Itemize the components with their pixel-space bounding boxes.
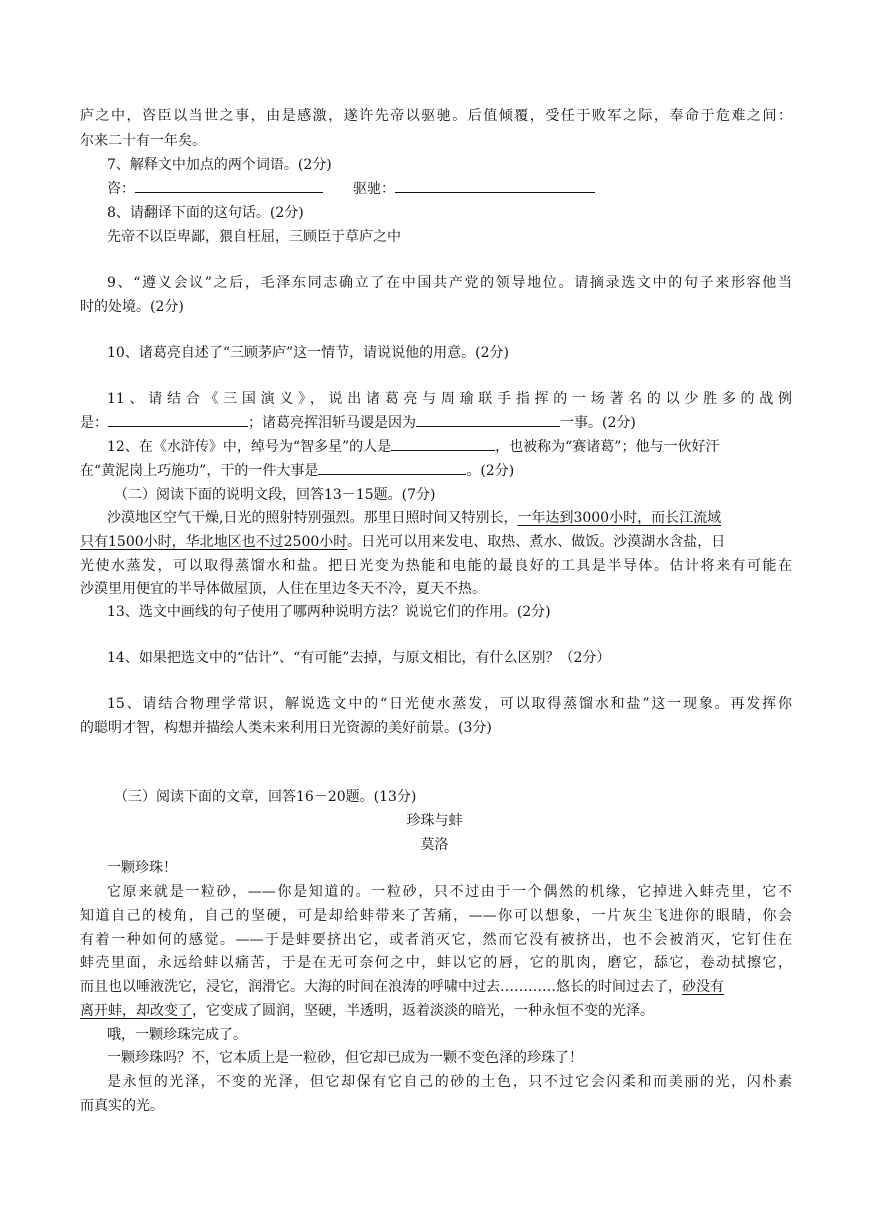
- article-paragraph-line: [80, 976, 724, 998]
- article-title: 珍珠与蚌: [406, 813, 463, 829]
- article-paragraph-line: 它原来就是一粒砂，——你是知道的。一粒砂，只不过由于一个偶然的机缘，它掉进入蚌壳里，它不: [107, 884, 792, 900]
- answer-blank[interactable]: [395, 178, 595, 193]
- question-12-text: 在“黄泥岗上巧施功”，干的一件大事是: [80, 463, 319, 479]
- question-11-line: [80, 412, 636, 434]
- question-11-line: 11、请结合《三国演义》，说出诸葛亮与周瑜联手指挥的一场著名的以少胜多的战例: [107, 391, 792, 407]
- question-15-line: 15、请结合物理学常识，解说选文中的“日光使水蒸发，可以取得蒸馏水和盐”这一现象。再发挥你: [107, 696, 792, 712]
- section-3-heading: （三）阅读下面的文章，回答16－20题。(13分): [114, 789, 417, 805]
- underlined-sentence: 一年达到3000小时，而长江流域: [517, 510, 722, 526]
- question-12-line: [80, 460, 514, 482]
- question-14: 14、如果把选文中的“估计”、“有可能”去掉，与原文相比，有什么区别？（2分）: [107, 650, 611, 666]
- question-7-prompt: 7、解释文中加点的两个词语。(2分): [107, 157, 332, 173]
- question-9-line: 时的处境。(2分): [80, 299, 184, 315]
- underlined-sentence: 离开蚌，却改变了: [80, 1003, 192, 1019]
- article-paragraph-line: 知道自己的棱角，自己的坚硬，可是却给蚌带来了苦痛，——你可以想象，一片灰尘飞进你的眼睛，你会: [80, 908, 792, 924]
- question-7-answer-row: [107, 178, 595, 200]
- paragraph-text: 。日光可以用来发电、取热、煮水、做饭。沙漠湖水含盐，日: [347, 534, 726, 550]
- article-paragraph-line: 蚌壳里面，永远给蚌以痛苦，于是在无可奈何之中，蚌以它的唇，它的肌肉，磨它，舔它，卷动拭擦它，: [80, 955, 792, 971]
- passage-line: 庐之中，咨臣以当世之事，由是感激，遂许先帝以驱驰。后值倾覆，受任于败军之际，奉命于危难之间：: [80, 108, 792, 124]
- paragraph-text: 沙漠地区空气干燥,日光的照射特别强烈。那里日照时间又特别长，: [107, 510, 518, 526]
- question-7-label-quchi: 驱驰：: [353, 181, 395, 197]
- answer-blank[interactable]: [318, 460, 466, 475]
- question-10: 10、诸葛亮自述了“三顾茅庐”这一情节，请说说他的用意。(2分): [107, 345, 509, 361]
- section-2-paragraph-line: [80, 531, 725, 553]
- underlined-sentence: 砂没有: [682, 979, 724, 995]
- paragraph-text: 而且也以唾液洗它，浸它，润滑它。大海的时间在浪涛的呼啸中过去…………悠长的时间过去了，: [80, 979, 682, 995]
- article-line: 一颗珍珠吗？不，它本质上是一粒砂，但它却已成为一颗不变色泽的珍珠了！: [107, 1050, 583, 1066]
- question-12-text: 12、在《水浒传》中，绰号为“智多星”的人是: [107, 439, 392, 455]
- question-12-line: [107, 436, 719, 458]
- section-2-paragraph-line: [107, 507, 721, 529]
- answer-blank[interactable]: [108, 412, 248, 427]
- article-paragraph-line: 而真实的光。: [80, 1098, 164, 1114]
- answer-blank[interactable]: [391, 436, 495, 451]
- section-2-heading: （二）阅读下面的说明文段，回答13－15题。(7分): [114, 487, 436, 503]
- question-9-line: 9、“遵义会议”之后，毛泽东同志确立了在中国共产党的领导地位。请摘录选文中的句子来形容他当: [107, 275, 792, 291]
- question-15-line: 的聪明才智，构想并描绘人类未来利用日光资源的美好前景。(3分): [80, 720, 492, 736]
- answer-blank[interactable]: [416, 412, 560, 427]
- question-8-sentence: 先帝不以臣卑鄙，猥自枉屈，三顾臣于草庐之中: [107, 229, 401, 245]
- section-2-paragraph-line: 沙漠里用便宜的半导体做屋顶，人住在里边冬天不冷，夏天不热。: [80, 581, 486, 597]
- paragraph-text: ，它变成了圆润，坚硬，半透明，返着淡淡的暗光，一种永恒不变的光泽。: [192, 1003, 654, 1019]
- question-11-text: 是：: [80, 415, 108, 431]
- article-paragraph-line: 是永恒的光泽，不变的光泽，但它却保有它自己的砂的土色，只不过它会闪柔和而美丽的光，闪朴素: [107, 1074, 792, 1090]
- question-12-text: ，也被称为“赛诸葛”；他与一伙好汗: [495, 439, 720, 455]
- article-paragraph-line: [80, 1000, 654, 1022]
- article-paragraph-line: 有着一种如何的感觉。——于是蚌要挤出它，或者消灭它，然而它没有被挤出，也不会被消灭，它钉住在: [80, 932, 792, 948]
- question-11-text: 一事。(2分): [560, 415, 636, 431]
- question-13: 13、选文中画线的句子使用了哪两种说明方法？说说它们的作用。(2分): [107, 604, 551, 620]
- question-12-text: 。(2分): [466, 463, 515, 479]
- underlined-sentence: 只有1500小时，华北地区也不过2500小时: [80, 534, 348, 550]
- article-author: 莫洛: [420, 837, 449, 853]
- passage-line: 尔来二十有一年矣。: [80, 133, 206, 149]
- question-8-prompt: 8、请翻译下面的这句话。(2分): [107, 205, 304, 221]
- section-2-paragraph-line: 光使水蒸发，可以取得蒸馏水和盐。把日光变为热能和电能的最良好的工具是半导体。估计将来有可能在: [80, 558, 792, 574]
- article-line: 哦，一颗珍珠完成了。: [107, 1027, 247, 1043]
- question-7-label-zi: 咨：: [107, 181, 135, 197]
- article-line: 一颗珍珠！: [107, 860, 177, 876]
- question-11-text: ；诸葛亮挥泪斩马谡是因为: [248, 415, 416, 431]
- answer-blank[interactable]: [135, 178, 323, 193]
